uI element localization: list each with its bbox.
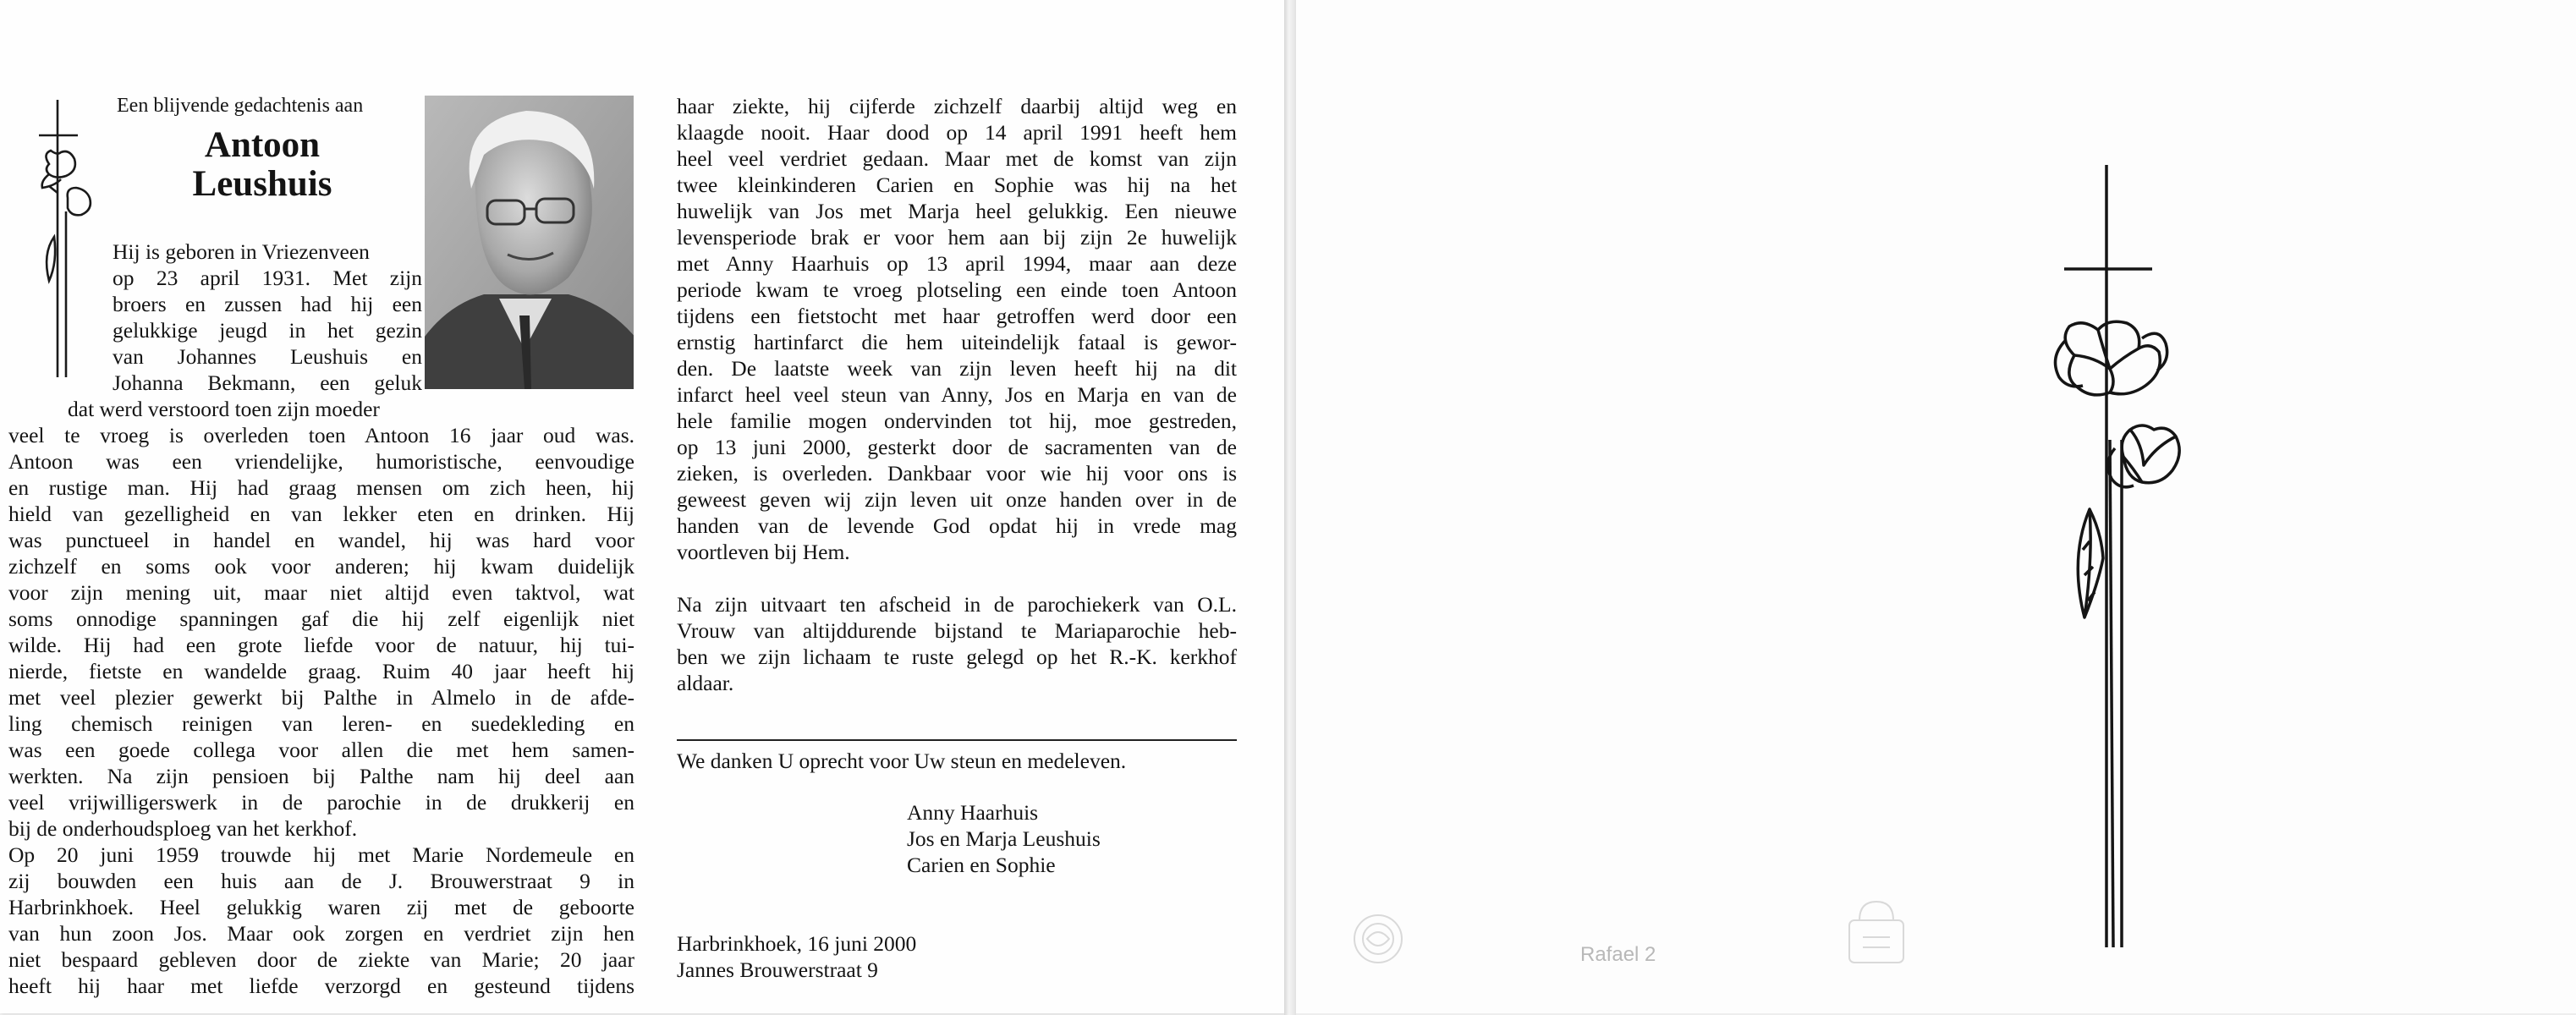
biography-line: Op 20 juni 1959 trouwde hij met Marie Nordemeule en [8,842,634,867]
biography-line: zieken, is overleden. Dankbaar voor wie hij voor ons is [677,461,1237,486]
biography-line: wilde. Hij had een grote liefde voor de natuur, hij tui- [8,633,634,657]
biography-line: voor zijn mening uit, maar niet altijd even taktvol, wat [8,580,634,605]
biography-line: van Johannes Leushuis en [113,344,422,369]
biography-line: was punctueel in handel en wandel, hij was hard voor [8,528,634,552]
biography-line: ernstig hartinfarct die hem uiteindelijk fataal is gewor- [677,330,1237,354]
biography-line: broers en zussen had hij een [113,292,422,316]
biography-line: Vrouw van altijddurende bijstand te Mariaparochie heb- [677,618,1237,643]
intro-line: Een blijvende gedachtenis aan [117,95,364,117]
biography-line: zichzelf en soms ook voor anderen; hij kwam duidelijk [8,554,634,579]
biography-line: haar ziekte, hij cijferde zichzelf daarbij altijd weg en [677,94,1237,118]
thanks-line: We danken U oprecht voor Uw steun en medeleven. [677,749,1127,773]
deceased-last-name: Leushuis [192,164,332,204]
biography-line: Antoon was een vriendelijke, humoristische, eenvoudige [8,449,634,474]
divider-line [677,739,1237,741]
biography-line: ling chemisch reinigen van leren- en suedekleding en [8,711,634,736]
biography-line: was een goede collega voor allen die met hem samen- [8,738,634,762]
printer-mark-icon [1843,895,1910,971]
biography-line: gelukkige jeugd in het gezin [113,318,422,343]
biography-line: huwelijk van Jos met Marja heel gelukkig. Een nieuwe [677,199,1237,223]
biography-line: met veel plezier gewerkt bij Palthe in Almelo in de afde- [8,685,634,710]
biography-line: op 23 april 1931. Met zijn [113,266,422,290]
card-back-page [1296,0,2576,1013]
biography-line: met Anny Haarhuis op 13 april 1994, maar aan deze [677,251,1237,276]
biography-line: geweest geven wij zijn leven uit onze handen over in de [677,487,1237,512]
biography-line: klaagde nooit. Haar dood op 14 april 1991 heeft hem [677,120,1237,145]
deceased-first-name: Antoon [204,125,321,165]
biography-line: heeft hij haar met liefde verzorgd en gesteund tijdens [8,974,634,998]
signatory-1: Anny Haarhuis [907,800,1039,825]
signatory-2: Jos en Marja Leushuis [907,826,1101,851]
place-and-date: Harbrinkhoek, 16 juni 2000 [677,931,917,956]
biography-line: nierde, fietste en wandelde graag. Ruim 40 jaar heeft hij [8,659,634,683]
biography-line: en rustige man. Hij had graag mensen om zich heen, hij [8,475,634,500]
biography-line: veel te vroeg is overleden toen Antoon 16 jaar oud was. [8,423,634,447]
cross-with-roses-icon [17,93,110,389]
watermark-text: Rafael 2 [1580,943,1656,966]
biography-line: op 13 juni 2000, gesterkt door de sacramenten van de [677,435,1237,459]
portrait-photo [425,96,634,389]
biography-line: Na zijn uitvaart ten afscheid in de parochiekerk van O.L. [677,592,1237,617]
biography-line: Johanna Bekmann, een geluk [113,370,422,395]
seal-icon [1348,905,1408,973]
biography-line: aldaar. [677,671,734,695]
signatory-3: Carien en Sophie [907,853,1056,877]
biography-line: werkten. Na zijn pensioen bij Palthe nam hij deel aan [8,764,634,788]
biography-line: voortleven bij Hem. [677,540,850,564]
address-line: Jannes Brouwerstraat 9 [677,957,878,982]
biography-line: zij bouwden een huis aan de J. Brouwerstraat 9 in [8,869,634,893]
biography-line: hield van gezelligheid en van lekker eten en drinken. Hij [8,502,634,526]
biography-line: veel vrijwilligerswerk in de parochie in de drukkerij en [8,790,634,815]
biography-line: bij de onderhoudsploeg van het kerkhof. [8,816,358,841]
biography-line: van hun zoon Jos. Maar ook zorgen en verdriet zijn hen [8,921,634,946]
biography-line: hele familie mogen ondervinden tot hij, moe gestreden, [677,409,1237,433]
biography-line: niet bespaard gebleven door de ziekte van Marie; 20 jaar [8,947,634,972]
biography-line: handen van de levende God opdat hij in vrede mag [677,513,1237,538]
biography-line: levensperiode brak er voor hem aan bij zijn 2e huwelijk [677,225,1237,250]
biography-line: tijdens een fietstocht met haar getroffen werd door een [677,304,1237,328]
biography-line: ben we zijn lichaam te ruste gelegd op het R.-K. kerkhof [677,645,1237,669]
biography-line: dat werd verstoord toen zijn moeder [68,397,380,421]
biography-line: soms onnodige spanningen gaf die hij zelf eigenlijk niet [8,606,634,631]
cross-with-roses-icon [2015,161,2252,956]
biography-line: infarct heel veel steun van Anny, Jos en Marja en van de [677,382,1237,407]
biography-line: Harbrinkhoek. Heel gelukkig waren zij met de geboorte [8,895,634,919]
biography-line: Hij is geboren in Vriezenveen [113,239,370,264]
biography-line: heel veel verdriet gedaan. Maar met de komst van zijn [677,146,1237,171]
biography-line: twee kleinkinderen Carien en Sophie was hij na het [677,173,1237,197]
biography-line: den. De laatste week van zijn leven heeft hij na dit [677,356,1237,381]
biography-line: periode kwam te vroeg plotseling een einde toen Antoon [677,277,1237,302]
card-fold [1284,0,1296,1015]
card-inside-page [0,0,1284,1013]
